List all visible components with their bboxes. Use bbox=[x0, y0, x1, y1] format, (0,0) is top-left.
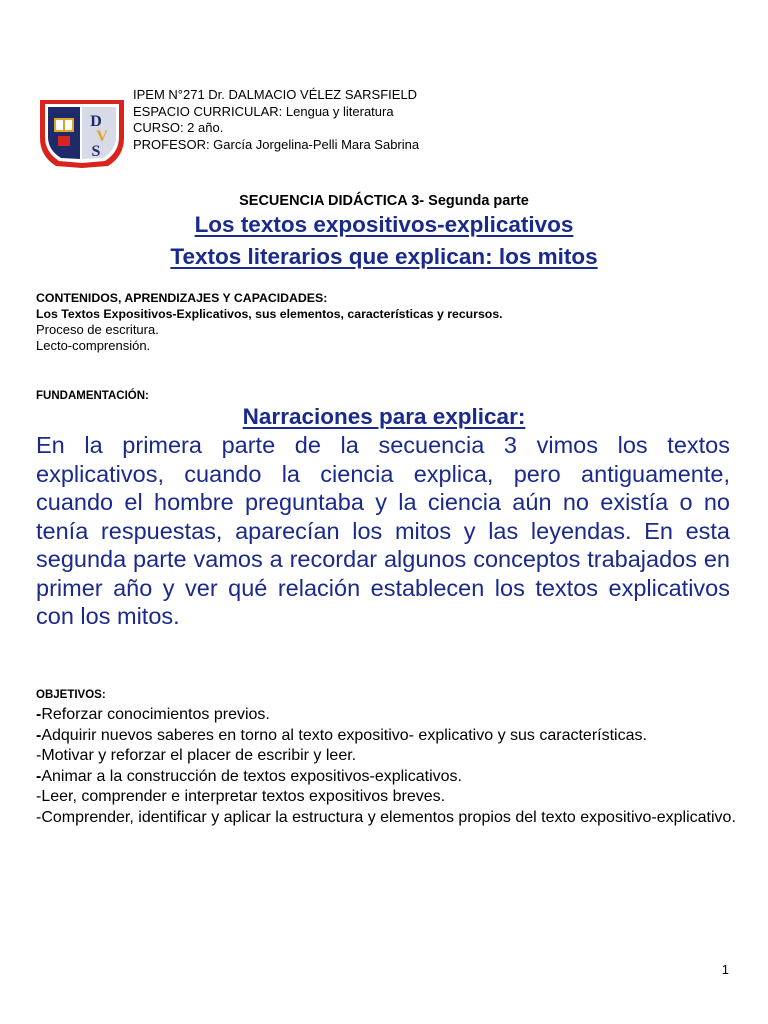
page-number: 1 bbox=[721, 962, 729, 977]
objectives-label: OBJETIVOS: bbox=[36, 689, 106, 701]
svg-text:V: V bbox=[96, 128, 108, 145]
objective-item: -Motivar y reforzar el placer de escribir y leer. bbox=[36, 747, 357, 764]
objective-item: -Leer, comprender e interpretar textos expositivos breves. bbox=[36, 788, 446, 805]
foundation-heading: Narraciones para explicar: bbox=[242, 404, 526, 429]
subtitle: Textos literarios que explican: los mitos bbox=[170, 244, 598, 269]
course: CURSO: 2 año. bbox=[133, 120, 224, 135]
foundation-label: FUNDAMENTACIÓN: bbox=[36, 390, 149, 402]
main-title: Los textos expositivos-explicativos bbox=[194, 212, 574, 237]
objective-item: -Comprender, identificar y aplicar la estructura y elementos propios del texto expositivo-explicativo. bbox=[36, 808, 736, 826]
contents-line: Lecto-comprensión. bbox=[36, 338, 151, 353]
objectives-list bbox=[36, 705, 736, 828]
sequence-title: SECUENCIA DIDÁCTICA 3- Segunda parte bbox=[239, 193, 529, 209]
school-name: IPEM N°271 Dr. DALMACIO VÉLEZ SARSFIELD bbox=[133, 87, 418, 102]
objective-item: -Adquirir nuevos saberes en torno al texto expositivo- explicativo y sus características. bbox=[36, 726, 647, 744]
contents-label: CONTENIDOS, APRENDIZAJES Y CAPACIDADES: bbox=[36, 291, 328, 305]
teacher: PROFESOR: García Jorgelina-Pelli Mara Sabrina bbox=[133, 136, 420, 152]
school-logo bbox=[36, 94, 128, 170]
document-header bbox=[133, 87, 419, 153]
foundation-body: En la primera parte de la secuencia 3 vimos los textos explicativos, cuando la ciencia explica, pero antiguamente, cuando el hombre preguntaba y la ciencia aún no existía o no tenía respuestas, aparecían los mitos y las leyendas. En esta segunda parte vamos a recordar algunos conceptos trabajados en primer año y ver qué relación establecen los textos explicativos con los mitos. bbox=[36, 432, 730, 629]
contents-line: Proceso de escritura. bbox=[36, 322, 159, 337]
contents-section bbox=[36, 290, 503, 354]
curricular-space: ESPACIO CURRICULAR: Lengua y literatura bbox=[133, 103, 394, 119]
svg-text:S: S bbox=[91, 143, 101, 160]
logo-letters: D bbox=[90, 113, 102, 130]
objective-item: -Reforzar conocimientos previos. bbox=[36, 706, 270, 723]
contents-line: Los Textos Expositivos-Explicativos, sus elementos, características y recursos. bbox=[36, 307, 503, 321]
objective-item: -Animar a la construcción de textos expositivos-explicativos. bbox=[36, 767, 462, 785]
